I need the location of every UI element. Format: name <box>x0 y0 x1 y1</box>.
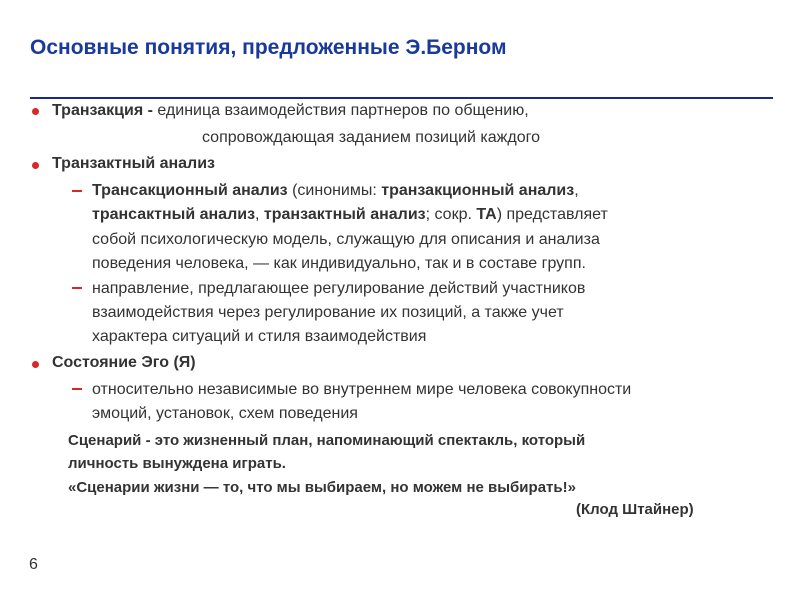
page-title: Основные понятия, предложенные Э.Берном <box>30 36 507 59</box>
ta-syn-1: транзакционный анализ <box>381 182 575 199</box>
title-divider <box>30 97 773 99</box>
transaction-definition: единица взаимодействия партнеров по общению, <box>157 102 529 119</box>
ta-syn-open: (синонимы: <box>287 182 382 199</box>
transaction-sep: - <box>143 102 158 119</box>
ta-comma-1: , <box>574 182 579 199</box>
transaction-line-1 <box>52 101 529 121</box>
ta-sub1-line-4: поведения человека, — как индивидуально, так и в составе групп. <box>92 255 586 272</box>
bullet-transaction <box>32 108 39 115</box>
transaction-line-2: сопровождающая заданием позиций каждого <box>202 129 540 146</box>
ta-sub1-line-3: собой психологическую модель, служащую для описания и анализа <box>92 231 600 248</box>
scenario-line-1: Сценарий - это жизненный план, напоминающий спектакль, который <box>68 432 586 449</box>
transaction-term: Транзакция <box>52 102 144 119</box>
dash-ego-1 <box>72 388 82 390</box>
ta-sub1-line-1 <box>92 181 579 201</box>
ta-syn-3: транзактный анализ <box>263 206 426 223</box>
scenario-line-2: личность вынуждена играть. <box>68 455 286 472</box>
ta-rest-1: ) представляет <box>496 206 608 223</box>
dash-ta-2 <box>72 287 82 289</box>
quote-text: «Сценарии жизни — то, что мы выбираем, но можем не выбирать!» <box>68 479 576 496</box>
bullet-ta <box>32 162 39 169</box>
page-number: 6 <box>29 556 38 573</box>
ta-abbr-open: ; сокр. <box>425 206 477 223</box>
ta-term: Трансакционный анализ <box>92 182 288 199</box>
ego-sub1-line-1: относительно независимые во внутреннем мире человека совокупности <box>92 381 632 398</box>
ta-abbr: ТА <box>476 206 497 223</box>
dash-ta-1 <box>72 190 82 192</box>
ta-heading: Транзактный анализ <box>52 155 216 172</box>
ta-sub2-line-2: взаимодействия через регулирование их позиций, а также учет <box>92 304 564 321</box>
ta-comma-2: , <box>255 206 264 223</box>
bullet-ego <box>32 361 39 368</box>
ta-sub2-line-1: направление, предлагающее регулирование действий участников <box>92 280 586 297</box>
quote-author: (Клод Штайнер) <box>576 501 694 518</box>
ta-sub2-line-3: характера ситуаций и стиля взаимодействия <box>92 328 427 345</box>
ego-sub1-line-2: эмоций, установок, схем поведения <box>92 405 358 422</box>
ta-syn-2: трансактный анализ <box>92 206 256 223</box>
ego-heading: Состояние Эго (Я) <box>52 354 196 371</box>
ta-sub1-line-2 <box>92 205 608 225</box>
